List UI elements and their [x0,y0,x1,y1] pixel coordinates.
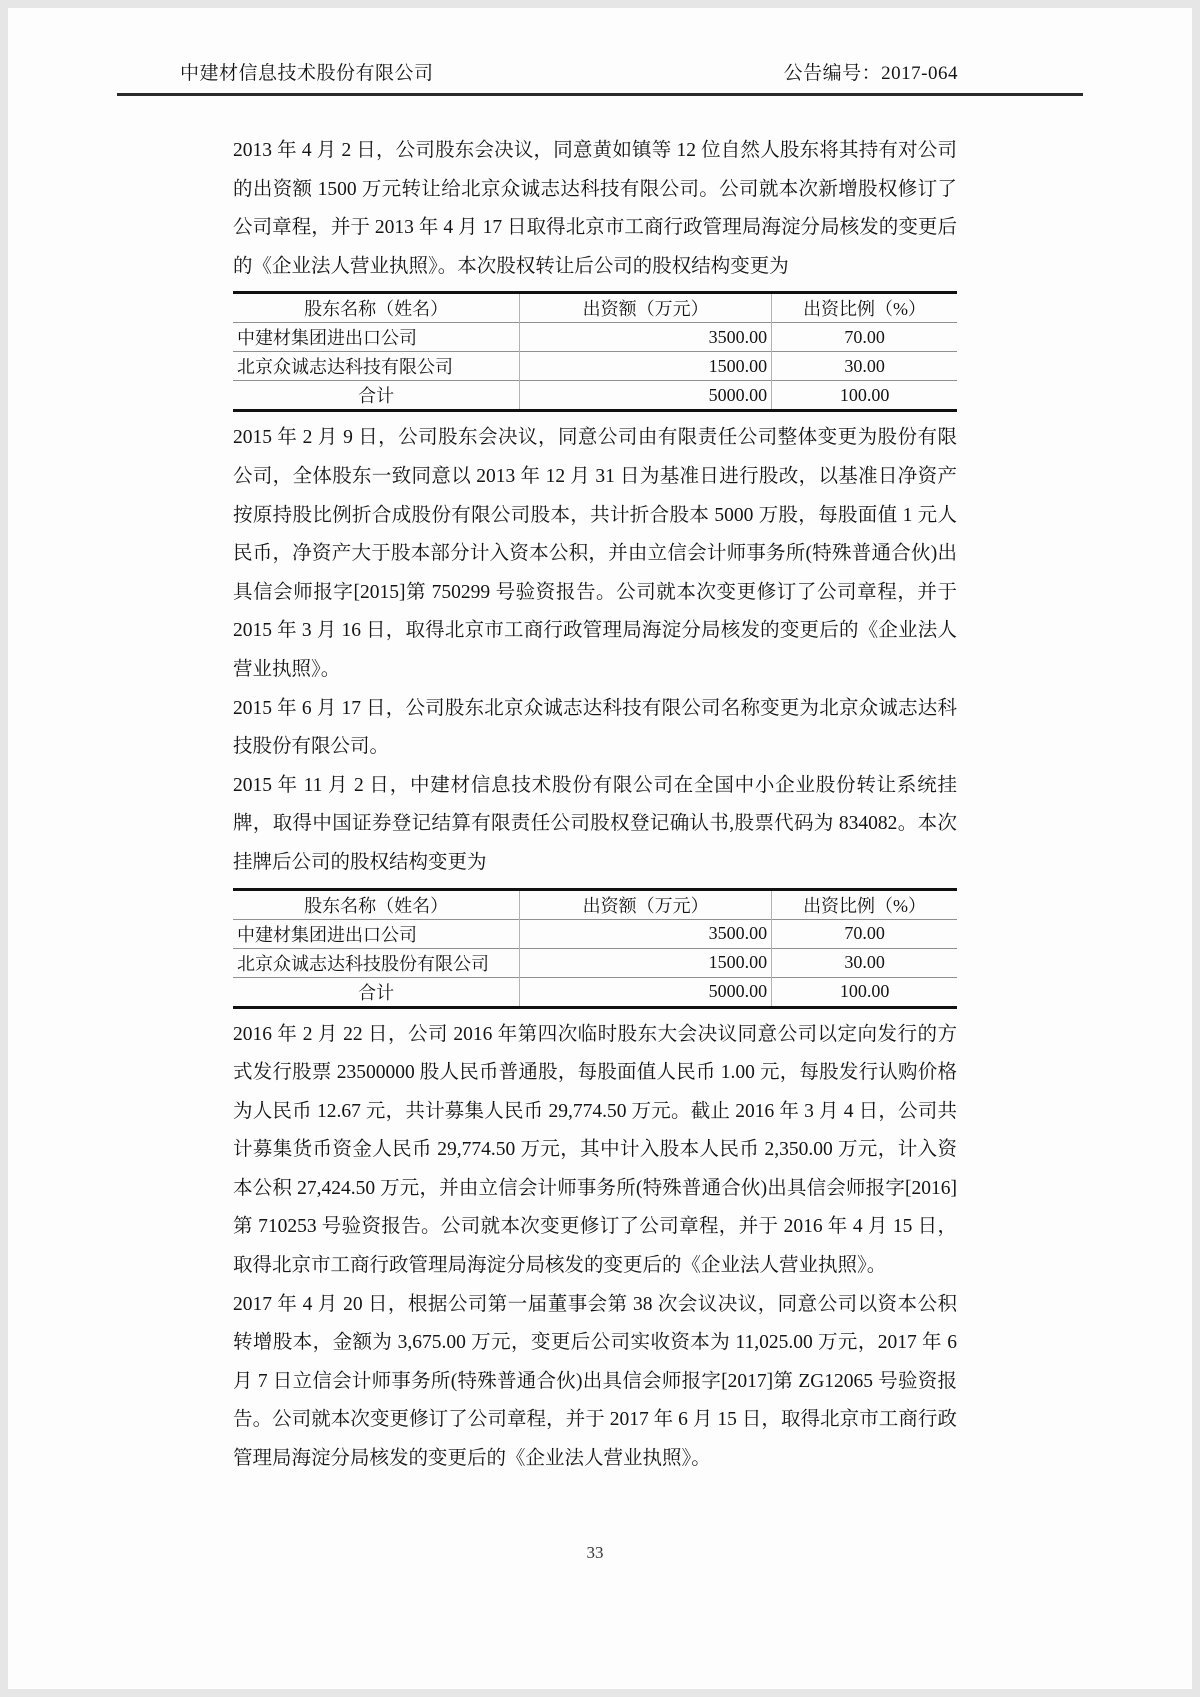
paragraph-2015-name-change: 2015 年 6 月 17 日，公司股东北京众诚志达科技有限公司名称变更为北京众诚志达科技股份有限公司。 [233,697,957,758]
col-header-shareholder: 股东名称（姓名） [304,299,449,320]
table-row [233,323,957,352]
shareholder-name: 中建材集团进出口公司 [233,323,520,352]
shareholder-name: 北京众诚志达科技股份有限公司 [233,948,520,977]
document-body [233,132,957,1479]
page-number: 33 [586,1543,604,1562]
table-row [233,352,957,381]
contribution-ratio: 30.00 [772,948,957,977]
col-header-shareholder: 股东名称（姓名） [304,895,449,916]
paragraph-2013-share-transfer: 2013 年 4 月 2 日，公司股东会决议，同意黄如镇等 12 位自然人股东将其持有对公司的出资额 1500 万元转让给北京众诚志达科技有限公司。公司就本次新增股权修订了公司章程，并于 2013 年 4 月 17 日取得北京市工商行政管理局海淀分局核发的变更后的《企业法人营业执照》。本次股权转让后公司的股权结构变更为 [233,140,957,277]
table-row [233,948,957,977]
header-divider [117,93,1083,96]
shareholder-name: 中建材集团进出口公司 [233,919,520,948]
announcement-number: 公告编号：2017-064 [783,63,958,84]
equity-structure-table-2 [233,888,957,1009]
paragraph-2017-capital-increase: 2017 年 4 月 20 日，根据公司第一届董事会第 38 次会议决议，同意公司以资本公积转增股本，金额为 3,675.00 万元，变更后公司实收资本为 11,025.00 万元，2017 年 6 月 7 日立信会计师事务所(特殊普通合伙)出具信会师报字[2017]第 ZG12065 号验资报告。公司就本次变更修订了公司章程，并于 2017 年 6 月 15 日，取得北京市工商行政管理局海淀分局核发的变更后的《企业法人营业执照》。 [233,1293,957,1470]
paragraph-2015-listing: 2015 年 11 月 2 日，中建材信息技术股份有限公司在全国中小企业股份转让系统挂牌，取得中国证券登记结算有限责任公司股权登记确认书,股票代码为 834082。本次挂牌后公司的股权结构变更为 [233,774,957,873]
table-header-row [233,889,957,919]
total-label: 合计 [233,977,520,1007]
total-ratio: 100.00 [772,977,957,1007]
total-ratio: 100.00 [772,381,957,411]
table-header-row [233,293,957,323]
page-footer [233,1543,957,1563]
paragraph-2016-directed-issue: 2016 年 2 月 22 日，公司 2016 年第四次临时股东大会决议同意公司以定向发行的方式发行股票 23500000 股人民币普通股，每股面值人民币 1.00 元，每股发行认购价格为人民币 12.67 元，共计募集人民币 29,774.50 万元。截止 2016 年 3 月 4 日，公司共计募集货币资金人民币 29,774.50 万元，其中计入股本人民币 2,350.00 万元，计入资本公积 27,424.50 万元，并由立信会计师事务所(特殊普通合伙)出具信会师报字[2016]第 710253 号验资报告。公司就本次变更修订了公司章程，并于 2016 年 4 月 15 日，取得北京市工商行政管理局海淀分局核发的变更后的《企业法人营业执照》。 [233,1023,957,1277]
contribution-amount: 1500.00 [520,352,772,381]
table-total-row [233,977,957,1007]
table-total-row [233,381,957,411]
col-header-ratio: 出资比例（%） [772,293,957,323]
total-label: 合计 [233,381,520,411]
total-amount: 5000.00 [520,977,772,1007]
table-row [233,919,957,948]
equity-structure-table-1 [233,291,957,412]
company-name: 中建材信息技术股份有限公司 [180,63,434,84]
col-header-amount: 出资额（万元） [520,293,772,323]
contribution-amount: 1500.00 [520,948,772,977]
contribution-amount: 3500.00 [520,323,772,352]
col-header-ratio: 出资比例（%） [772,889,957,919]
paragraph-2015-restructure: 2015 年 2 月 9 日，公司股东会决议，同意公司由有限责任公司整体变更为股份有限公司，全体股东一致同意以 2013 年 12 月 31 日为基准日进行股改，以基准日净资产按原持股比例折合成股份有限公司股本，共计折合股本 5000 万股，每股面值 1 元人民币，净资产大于股本部分计入资本公积，并由立信会计师事务所(特殊普通合伙)出具信会师报字[2015]第 750299 号验资报告。公司就本次变更修订了公司章程，并于 2015 年 3 月 16 日，取得北京市工商行政管理局海淀分局核发的变更后的《企业法人营业执照》。 [233,427,957,680]
contribution-ratio: 70.00 [772,919,957,948]
contribution-ratio: 70.00 [772,323,957,352]
page-header [180,58,958,85]
contribution-ratio: 30.00 [772,352,957,381]
contribution-amount: 3500.00 [520,919,772,948]
total-amount: 5000.00 [520,381,772,411]
shareholder-name: 北京众诚志达科技有限公司 [233,352,520,381]
col-header-amount: 出资额（万元） [520,889,772,919]
